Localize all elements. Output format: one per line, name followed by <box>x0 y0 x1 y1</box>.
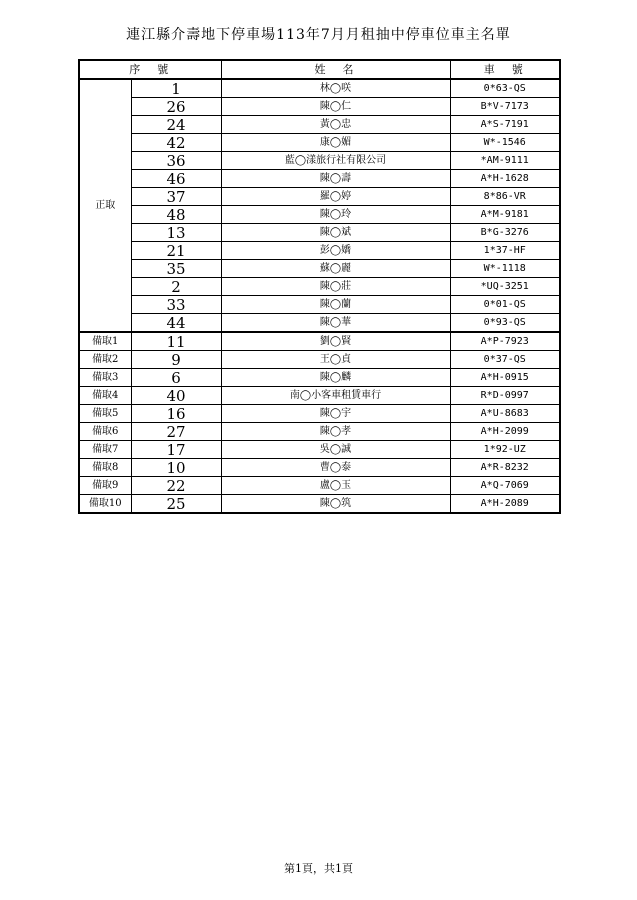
draw-number: 26 <box>131 98 221 116</box>
table-row <box>79 116 560 134</box>
table-row <box>79 206 560 224</box>
plate-number: W*-1546 <box>450 134 560 152</box>
draw-number: 9 <box>131 351 221 369</box>
plate-number: A*P-7923 <box>450 332 560 351</box>
owner-name: 陳◯壽 <box>221 170 450 188</box>
owner-name: 劉◯賢 <box>221 332 450 351</box>
draw-number: 17 <box>131 441 221 459</box>
owner-name: 陳◯斌 <box>221 224 450 242</box>
table-row <box>79 79 560 98</box>
table-row <box>79 332 560 351</box>
owner-name: 陳◯宇 <box>221 405 450 423</box>
owner-name: 陳◯麟 <box>221 369 450 387</box>
table-row <box>79 170 560 188</box>
owner-name: 蘇◯麗 <box>221 260 450 278</box>
table-row <box>79 387 560 405</box>
header-plate: 車 號 <box>450 60 560 79</box>
draw-number: 10 <box>131 459 221 477</box>
owner-name: 吳◯誠 <box>221 441 450 459</box>
plate-number: A*U-8683 <box>450 405 560 423</box>
plate-number: 8*86-VR <box>450 188 560 206</box>
waitlist-label: 備取2 <box>79 351 131 369</box>
table-row <box>79 242 560 260</box>
draw-number: 6 <box>131 369 221 387</box>
draw-number: 21 <box>131 242 221 260</box>
draw-number: 46 <box>131 170 221 188</box>
plate-number: 1*37-HF <box>450 242 560 260</box>
draw-number: 42 <box>131 134 221 152</box>
roster-body <box>79 79 560 513</box>
waitlist-label: 備取8 <box>79 459 131 477</box>
plate-number: W*-1118 <box>450 260 560 278</box>
draw-number: 33 <box>131 296 221 314</box>
waitlist-label: 備取9 <box>79 477 131 495</box>
plate-number: R*D-0997 <box>450 387 560 405</box>
page-footer: 第1頁，共1頁 <box>284 862 353 875</box>
owner-name: 陳◯華 <box>221 314 450 333</box>
owner-name: 彭◯嬌 <box>221 242 450 260</box>
owner-name: 陳◯筑 <box>221 495 450 514</box>
header-number: 序 號 <box>79 60 221 79</box>
plate-number: A*S-7191 <box>450 116 560 134</box>
table-row <box>79 495 560 514</box>
plate-number: A*Q-7069 <box>450 477 560 495</box>
owner-name: 陳◯莊 <box>221 278 450 296</box>
table-row <box>79 152 560 170</box>
draw-number: 22 <box>131 477 221 495</box>
table-row <box>79 405 560 423</box>
plate-number: A*M-9181 <box>450 206 560 224</box>
owner-name: 藍◯漾旅行社有限公司 <box>221 152 450 170</box>
draw-number: 37 <box>131 188 221 206</box>
plate-number: A*H-0915 <box>450 369 560 387</box>
owner-name: 陳◯蘭 <box>221 296 450 314</box>
owner-name: 南◯小客車租賃車行 <box>221 387 450 405</box>
table-row <box>79 134 560 152</box>
owner-name: 黃◯忠 <box>221 116 450 134</box>
draw-number: 13 <box>131 224 221 242</box>
waitlist-label: 備取7 <box>79 441 131 459</box>
owner-name: 陳◯孝 <box>221 423 450 441</box>
waitlist-label: 備取5 <box>79 405 131 423</box>
table-row <box>79 477 560 495</box>
plate-number: 0*37-QS <box>450 351 560 369</box>
table-row <box>79 459 560 477</box>
draw-number: 24 <box>131 116 221 134</box>
owner-name: 王◯貞 <box>221 351 450 369</box>
table-row <box>79 296 560 314</box>
draw-number: 35 <box>131 260 221 278</box>
table-row <box>79 260 560 278</box>
owner-name: 陳◯玲 <box>221 206 450 224</box>
header-name: 姓 名 <box>221 60 450 79</box>
plate-number: A*H-1628 <box>450 170 560 188</box>
table-row <box>79 224 560 242</box>
table-row <box>79 188 560 206</box>
waitlist-label: 備取1 <box>79 332 131 351</box>
table-row <box>79 423 560 441</box>
draw-number: 48 <box>131 206 221 224</box>
plate-number: A*H-2089 <box>450 495 560 514</box>
document-title: 連江縣介壽地下停車場113年7月月租抽中停車位車主名單 <box>126 27 511 43</box>
plate-number: B*G-3276 <box>450 224 560 242</box>
owner-name: 林◯咲 <box>221 79 450 98</box>
table-row <box>79 441 560 459</box>
plate-number: A*H-2099 <box>450 423 560 441</box>
waitlist-label: 備取10 <box>79 495 131 514</box>
draw-number: 16 <box>131 405 221 423</box>
draw-number: 25 <box>131 495 221 514</box>
draw-number: 36 <box>131 152 221 170</box>
roster-table <box>78 59 561 514</box>
owner-name: 羅◯婷 <box>221 188 450 206</box>
waitlist-label: 備取3 <box>79 369 131 387</box>
draw-number: 27 <box>131 423 221 441</box>
owner-name: 盧◯玉 <box>221 477 450 495</box>
owner-name: 曹◯泰 <box>221 459 450 477</box>
owner-name: 陳◯仁 <box>221 98 450 116</box>
draw-number: 11 <box>131 332 221 351</box>
draw-number: 40 <box>131 387 221 405</box>
plate-number: *AM-9111 <box>450 152 560 170</box>
table-header-row <box>79 60 560 79</box>
table-row <box>79 369 560 387</box>
admitted-group-label: 正取 <box>79 79 131 332</box>
owner-name: 康◯媚 <box>221 134 450 152</box>
plate-number: 0*01-QS <box>450 296 560 314</box>
plate-number: 1*92-UZ <box>450 441 560 459</box>
plate-number: 0*63-QS <box>450 79 560 98</box>
draw-number: 1 <box>131 79 221 98</box>
plate-number: *UQ-3251 <box>450 278 560 296</box>
draw-number: 44 <box>131 314 221 333</box>
plate-number: 0*93-QS <box>450 314 560 333</box>
table-row <box>79 278 560 296</box>
plate-number: B*V-7173 <box>450 98 560 116</box>
waitlist-label: 備取6 <box>79 423 131 441</box>
table-row <box>79 314 560 333</box>
table-row <box>79 351 560 369</box>
table-row <box>79 98 560 116</box>
waitlist-label: 備取4 <box>79 387 131 405</box>
draw-number: 2 <box>131 278 221 296</box>
plate-number: A*R-8232 <box>450 459 560 477</box>
